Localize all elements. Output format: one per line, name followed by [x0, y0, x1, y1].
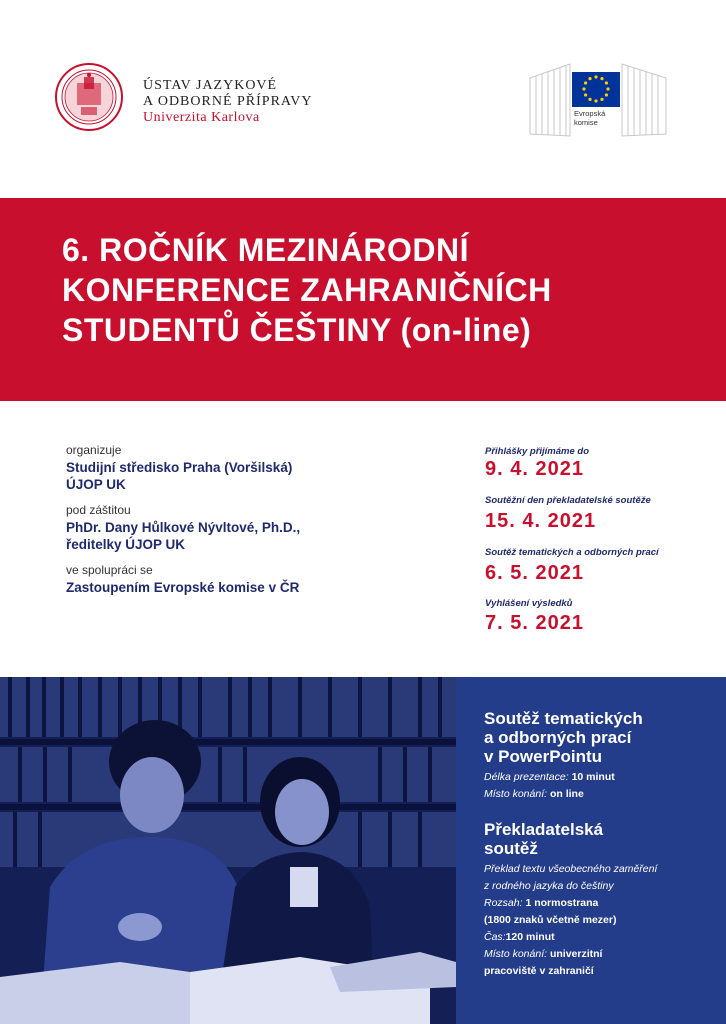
results-label: Vyhlášení výsledků [485, 598, 573, 609]
translation-time [484, 929, 555, 945]
ec-label [574, 109, 605, 127]
translation-range-note-row [484, 912, 616, 928]
translation-day-label: Soutěžní den překladatelské soutěže [485, 495, 651, 506]
students-photo [0, 677, 456, 1024]
european-commission-logo [528, 48, 670, 142]
thematic-place-value: on line [549, 788, 584, 800]
thematic-place-label: Místo konání: [484, 788, 548, 800]
conference-title [62, 230, 552, 350]
translation-place-value-line1: univerzitní [549, 948, 603, 960]
ec-label-line1: Evropská [574, 109, 606, 118]
translation-place-row2 [484, 963, 594, 979]
organizes-label: organizuje [66, 443, 122, 457]
ec-label-line2: komise [574, 118, 598, 127]
translation-range-note: (1800 znaků včetně mezer) [484, 914, 617, 926]
translation-desc-line2: z rodného jazyka do češtiny [484, 880, 614, 892]
translation-title-line2: soutěž [484, 839, 538, 858]
translation-time-value: 120 minut [505, 931, 555, 943]
translation-day-date: 15. 4. 2021 [485, 510, 597, 532]
thematic-length [484, 769, 615, 785]
translation-range-label: Rozsah: [484, 897, 523, 909]
patronage-label: pod záštitou [66, 503, 131, 517]
patron-line1: PhDr. Dany Hůlkové Nývltové, Ph.D., [66, 520, 301, 535]
cooperation-partner: Zastoupením Evropské komise v ČR [66, 580, 300, 595]
institute-name [143, 78, 312, 126]
deadline-applications-label: Přihlášky přijímáme do [485, 446, 590, 457]
thematic-title-line1: Soutěž tematických [484, 709, 643, 728]
title-line3: STUDENTŮ ČEŠTINY (on-line) [62, 312, 532, 348]
results-date: 7. 5. 2021 [485, 612, 584, 634]
translation-place-label: Místo konání: [484, 948, 548, 960]
translation-place-value-line2: pracoviště v zahraničí [484, 965, 594, 977]
translation-desc-line1: Překlad textu všeobecného zaměření [484, 863, 658, 875]
translation-range-value: 1 normostrana [525, 897, 599, 909]
institute-name-line1: ÚSTAV JAZYKOVÉ [143, 78, 278, 93]
translation-range [484, 895, 598, 911]
title-line1: 6. ROČNÍK MEZINÁRODNÍ [62, 232, 469, 268]
thematic-competition-date: 6. 5. 2021 [485, 562, 584, 584]
charles-university-seal-logo [55, 63, 123, 131]
thematic-competition-label: Soutěž tematických a odborných prací [485, 547, 659, 558]
title-line2: KONFERENCE ZAHRANIČNÍCH [62, 272, 552, 308]
deadline-applications-date: 9. 4. 2021 [485, 458, 584, 480]
thematic-place [484, 786, 584, 802]
organizer-line2: ÚJOP UK [66, 477, 126, 492]
institute-name-line2: A ODBORNÉ PŘÍPRAVY [143, 94, 313, 109]
university-name: Univerzita Karlova [143, 110, 260, 125]
thematic-title-line2: a odborných prací [484, 728, 632, 747]
cooperation-label: ve spolupráci se [66, 563, 153, 577]
thematic-title-line3: v PowerPointu [484, 747, 603, 766]
organizer-line1: Studijní středisko Praha (Voršilská) [66, 460, 293, 475]
thematic-length-value: 10 minut [571, 771, 615, 783]
patron-line2: ředitelky ÚJOP UK [66, 537, 186, 552]
translation-title-line1: Překladatelská [484, 820, 604, 839]
thematic-length-label: Délka prezentace: [484, 771, 569, 783]
translation-place [484, 946, 602, 962]
translation-time-label: Čas: [484, 931, 506, 943]
